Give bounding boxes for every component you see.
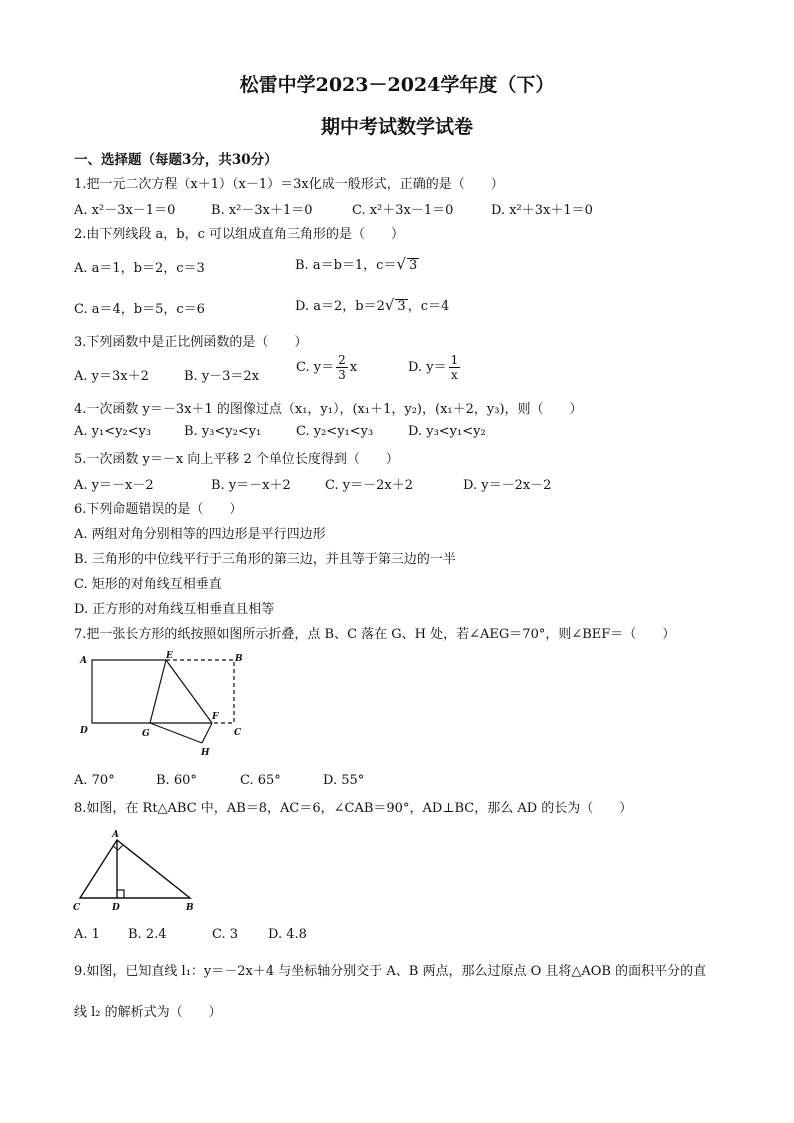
question-5-stem: 5.一次函数 y＝－x 向上平移 2 个单位长度得到（ ） xyxy=(74,452,399,467)
label-b: B xyxy=(186,903,194,913)
question-9-line-1: 9.如图，已知直线 l₁：y＝－2x＋4 与坐标轴分别交于 A、B 两点，那么过原点 O 且将△AOB 的面积平分的直 xyxy=(74,964,707,979)
q3-option-a: A. y＝3x＋2 xyxy=(74,369,149,384)
label-h: H xyxy=(201,748,210,758)
triangle-abc xyxy=(80,840,190,898)
right-angle-mark-a xyxy=(113,845,123,850)
segment-hf xyxy=(202,723,212,743)
label-f: F xyxy=(212,712,219,722)
q3-option-c-var: x xyxy=(349,360,358,375)
q2-option-b-text: B. a＝b＝1，c＝ xyxy=(295,258,397,273)
numerator: 1 xyxy=(450,353,459,367)
label-e: E xyxy=(166,651,173,661)
q5-option-d: D. y＝－2x－2 xyxy=(463,478,552,493)
q3-option-b: B. y－3＝2x xyxy=(184,369,260,384)
fraction-two-thirds xyxy=(336,354,348,381)
question-1-stem: 1.把一元二次方程（x＋1）（x－1）＝3x化成一般形式，正确的是（ ） xyxy=(74,177,504,192)
q2-option-d xyxy=(295,295,449,314)
label-a: A xyxy=(112,830,119,840)
q2-option-b-radicand: 3 xyxy=(409,258,418,273)
q8-option-a: A. 1 xyxy=(74,927,100,942)
q5-option-c: C. y＝－2x＋2 xyxy=(325,478,413,493)
q7-option-d: D. 55° xyxy=(323,773,365,788)
q1-option-a: A. x²－3x－1＝0 xyxy=(74,203,176,218)
q2-option-d-tail: ，c＝4 xyxy=(407,299,450,314)
sqrt-sign: √ xyxy=(384,296,395,314)
q8-option-d: D. 4.8 xyxy=(268,927,307,942)
question-6-stem: 6.下列命题错误的是（ ） xyxy=(74,502,243,517)
q6-option-b: B. 三角形的中位线平行于三角形的第三边，并且等于第三边的一半 xyxy=(74,552,456,567)
denominator: 3 xyxy=(338,368,346,382)
segment-eg xyxy=(150,660,166,723)
label-d: D xyxy=(112,903,120,913)
question-2-stem: 2.由下列线段 a，b，c 可以组成直角三角形的是（ ） xyxy=(74,227,405,242)
q4-option-b: B. y₃<y₂<y₁ xyxy=(184,424,262,439)
question-3-stem: 3.下列函数中是正比例函数的是（ ） xyxy=(74,335,308,350)
q2-option-d-radicand: 3 xyxy=(397,299,406,314)
label-c: C xyxy=(234,728,242,738)
q7-option-b: B. 60° xyxy=(156,773,197,788)
question-9-line-2: 线 l₂ 的解析式为（ ） xyxy=(74,1005,222,1020)
q8-triangle-figure xyxy=(70,826,200,918)
q2-option-c: C. a＝4，b＝5，c＝6 xyxy=(74,302,205,317)
sqrt-sign: √ xyxy=(396,255,407,273)
q7-option-a: A. 70° xyxy=(74,773,115,788)
right-angle-mark-d xyxy=(117,890,124,898)
q2-option-a: A. a＝1，b＝2，c＝3 xyxy=(74,261,205,276)
exam-subtitle: 期中考试数学试卷 xyxy=(320,116,473,138)
numerator: 2 xyxy=(338,353,346,367)
label-d: D xyxy=(80,726,88,736)
q8-option-c: C. 3 xyxy=(212,927,239,942)
question-8-stem: 8.如图，在 Rt△ABC 中，AB＝8，AC＝6，∠CAB＝90°，AD⊥BC，那么 AD 的长为（ ） xyxy=(74,801,633,816)
exam-title: 松雷中学2023－2024学年度（下） xyxy=(239,74,555,96)
q6-option-c: C. 矩形的对角线互相垂直 xyxy=(74,577,222,592)
q7-fold-figure xyxy=(74,648,254,760)
q6-option-d: D. 正方形的对角线互相垂直且相等 xyxy=(74,602,275,617)
q3-option-d xyxy=(408,354,462,381)
q3-option-d-text: D. y＝ xyxy=(408,360,447,375)
segment-gh xyxy=(150,723,202,743)
q6-option-a: A. 两组对角分别相等的四边形是平行四边形 xyxy=(74,527,326,542)
q1-option-c: C. x²＋3x－1＝0 xyxy=(352,203,454,218)
q3-option-c-text: C. y＝ xyxy=(296,360,335,375)
q1-option-b: B. x²－3x＋1＝0 xyxy=(211,203,313,218)
denominator: x xyxy=(451,368,458,382)
label-c: C xyxy=(73,903,81,913)
segment-ef xyxy=(166,660,212,723)
fraction-one-over-x xyxy=(449,354,461,381)
q4-option-c: C. y₂<y₁<y₃ xyxy=(296,424,374,439)
q4-option-a: A. y₁<y₂<y₃ xyxy=(74,424,152,439)
q1-option-d: D. x²＋3x＋1＝0 xyxy=(491,203,593,218)
q2-option-d-text: D. a＝2，b＝2 xyxy=(295,299,385,314)
rectangle-dashed-edge xyxy=(166,660,234,723)
q4-option-d: D. y₃<y₁<y₂ xyxy=(408,424,486,439)
rectangle-edge xyxy=(92,660,166,723)
label-g: G xyxy=(142,729,150,739)
q5-option-a: A. y＝－x－2 xyxy=(74,478,154,493)
label-b: B xyxy=(235,654,243,664)
question-4-stem: 4.一次函数 y＝－3x＋1 的图像过点（x₁，y₁），(x₁＋1，y₂)，(x₁＋2，y₃)，则（ ） xyxy=(74,402,583,417)
q2-option-b xyxy=(295,254,419,273)
q7-option-c: C. 65° xyxy=(240,773,281,788)
label-a: A xyxy=(80,656,87,666)
question-7-stem: 7.把一张长方形的纸按照如图所示折叠，点 B、C 落在 G、H 处，若∠AEG＝70°，则∠BEF＝（ ） xyxy=(74,627,676,642)
section-heading: 一、选择题（每题3分，共30分） xyxy=(74,152,278,168)
q8-option-b: B. 2.4 xyxy=(128,927,167,942)
q3-option-c xyxy=(296,354,357,381)
q5-option-b: B. y＝－x＋2 xyxy=(211,478,291,493)
